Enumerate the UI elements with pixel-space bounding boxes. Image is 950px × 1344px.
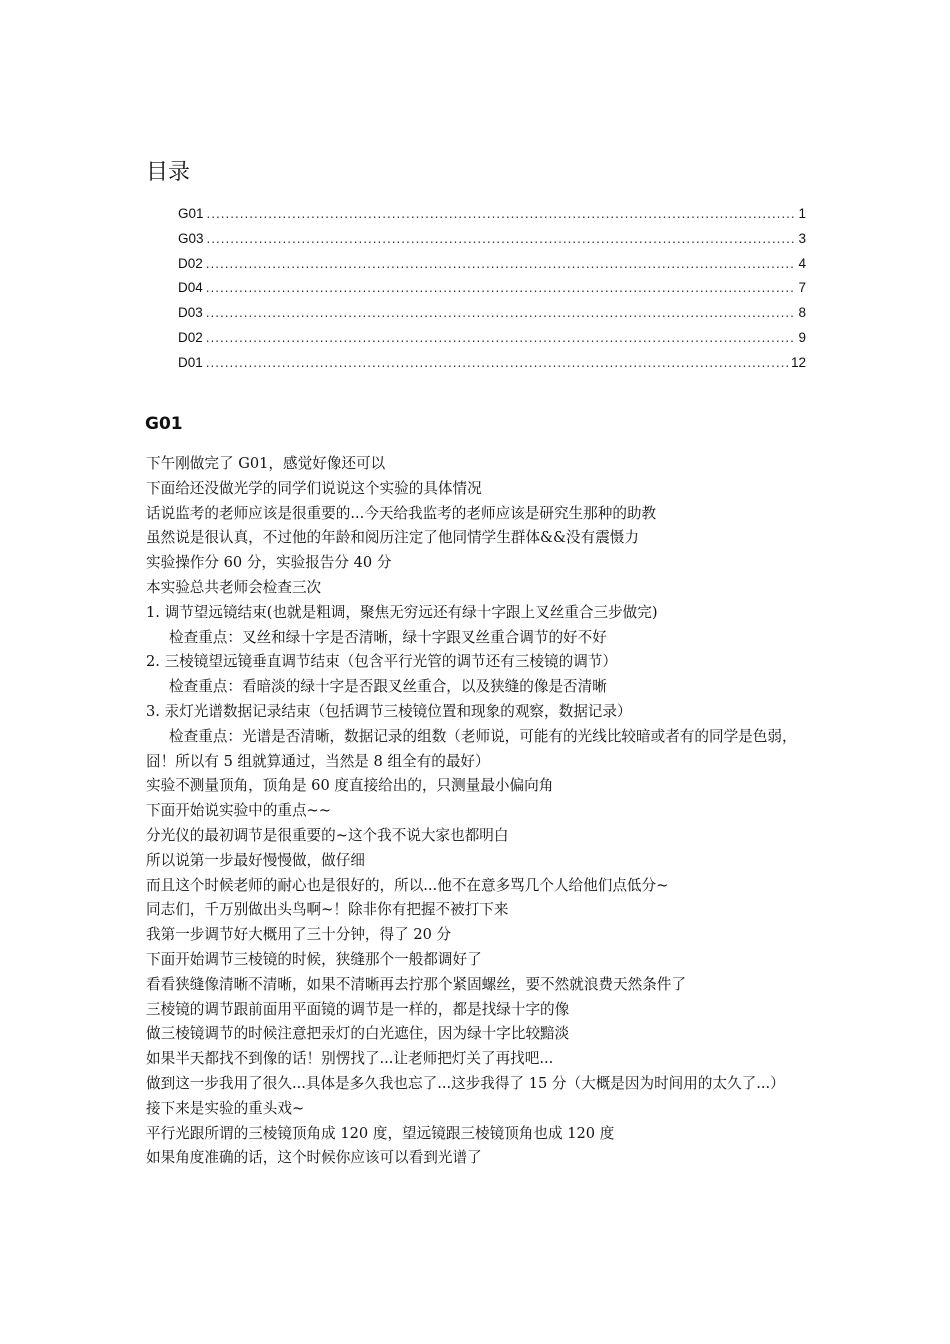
paragraph-line: 三棱镜的调节跟前面用平面镜的调节是一样的，都是找绿十字的像 — [146, 1000, 570, 1018]
paragraph-line: 下面开始说实验中的重点~~ — [146, 802, 331, 820]
section-body — [146, 452, 810, 1171]
numbered-item: 3. 汞灯光谱数据记录结束（包括调节三棱镜位置和现象的观察，数据记录） — [146, 702, 632, 720]
paragraph-line: 做到这一步我用了很久...具体是多久我也忘了...这步我得了 15 分（大概是因为时间用的太久了...） — [146, 1074, 785, 1092]
toc-entry-page: 8 — [798, 305, 806, 321]
toc-entry-label: D03 — [178, 305, 203, 321]
toc-entry[interactable] — [178, 280, 806, 305]
toc-entry-label: D02 — [178, 255, 203, 271]
paragraph-line: 接下来是实验的重头戏~ — [146, 1099, 305, 1117]
paragraph-line: 虽然说是很认真，不过他的年龄和阅历注定了他同情学生群体&&没有震慑力 — [146, 529, 639, 547]
toc-entry[interactable] — [178, 305, 806, 330]
toc-entry-page: 12 — [790, 354, 806, 370]
numbered-item: 1. 调节望远镜结束(也就是粗调，聚焦无穷远还有绿十字跟上叉丝重合三步做完) — [146, 603, 658, 621]
toc-leader-dots — [206, 355, 788, 370]
paragraph-line: 本实验总共老师会检查三次 — [146, 578, 322, 596]
toc-leader-dots — [207, 206, 796, 221]
paragraph-line: 分光仪的最初调节是很重要的~这个我不说大家也都明白 — [146, 826, 509, 844]
toc-entry-label: D02 — [178, 329, 203, 345]
toc-entry[interactable] — [178, 330, 806, 355]
paragraph-line: 所以说第一步最好慢慢做，做仔细 — [146, 851, 365, 869]
paragraph-line: 话说监考的老师应该是很重要的...今天给我监考的老师应该是研究生那种的助教 — [146, 504, 657, 522]
toc-entry-page: 4 — [798, 255, 806, 271]
toc-leader-dots — [206, 330, 796, 345]
check-point-line: 检查重点：叉丝和绿十字是否清晰，绿十字跟叉丝重合调节的好不好 — [169, 628, 607, 646]
paragraph-line: 同志们，千万别做出头鸟啊~！除非你有把握不被打下来 — [146, 901, 509, 919]
numbered-item: 2. 三棱镜望远镜垂直调节结束（包含平行光管的调节还有三棱镜的调节） — [146, 653, 617, 671]
toc-entry[interactable] — [178, 206, 806, 231]
toc-entry[interactable] — [178, 231, 806, 256]
toc-leader-dots — [206, 256, 796, 271]
paragraph-line: 而且这个时候老师的耐心也是很好的，所以...他不在意多骂几个人给他们点低分~ — [146, 876, 669, 894]
toc-entry[interactable] — [178, 355, 806, 380]
toc-entry-page: 1 — [798, 206, 806, 221]
paragraph-line: 下面开始调节三棱镜的时候，狭缝那个一般都调好了 — [146, 950, 482, 968]
paragraph-line: 如果角度准确的话，这个时候你应该可以看到光谱了 — [146, 1149, 482, 1167]
toc-entry-label: G01 — [178, 206, 204, 221]
table-of-contents — [178, 206, 806, 380]
toc-leader-dots — [206, 305, 796, 320]
paragraph-line: 我第一步调节好大概用了三十分钟，得了 20 分 — [146, 926, 452, 944]
toc-entry[interactable] — [178, 256, 806, 281]
toc-leader-dots — [206, 280, 796, 295]
toc-entry-label: D01 — [178, 354, 203, 370]
toc-entry-page: 9 — [798, 329, 806, 345]
toc-entry-page: 7 — [798, 280, 806, 296]
toc-entry-page: 3 — [798, 230, 806, 246]
paragraph-line: 下午刚做完了 G01，感觉好像还可以 — [146, 455, 386, 472]
paragraph-line: 实验不测量顶角，顶角是 60 度直接给出的，只测量最小偏向角 — [146, 777, 554, 795]
toc-entry-label: G03 — [178, 230, 204, 246]
paragraph-line: 如果半天都找不到像的话！别愣找了...让老师把灯关了再找吧... — [146, 1050, 554, 1068]
paragraph-line: 做三棱镜调节的时候注意把汞灯的白光遮住，因为绿十字比较黯淡 — [146, 1025, 570, 1043]
toc-title: 目录 — [146, 160, 191, 185]
check-point-line: 检查重点：光谱是否清晰，数据记录的组数（老师说，可能有的光线比较暗或者有的同学是色弱，囧！所以有 5 组就算通过，当然是 8 组全有的最好） — [146, 727, 797, 770]
paragraph-line: 平行光跟所谓的三棱镜顶角成 120 度，望远镜跟三棱镜顶角也成 120 度 — [146, 1124, 615, 1142]
section-heading: G01 — [145, 414, 183, 434]
toc-entry-label: D04 — [178, 280, 203, 296]
toc-leader-dots — [207, 231, 796, 246]
paragraph-line: 实验操作分 60 分，实验报告分 40 分 — [146, 554, 392, 572]
paragraph-line: 看看狭缝像清晰不清晰，如果不清晰再去拧那个紧固螺丝，要不然就浪费天然条件了 — [146, 975, 686, 993]
paragraph-line: 下面给还没做光学的同学们说说这个实验的具体情况 — [146, 479, 482, 497]
check-point-line: 检查重点：看暗淡的绿十字是否跟叉丝重合，以及狭缝的像是否清晰 — [169, 678, 607, 696]
